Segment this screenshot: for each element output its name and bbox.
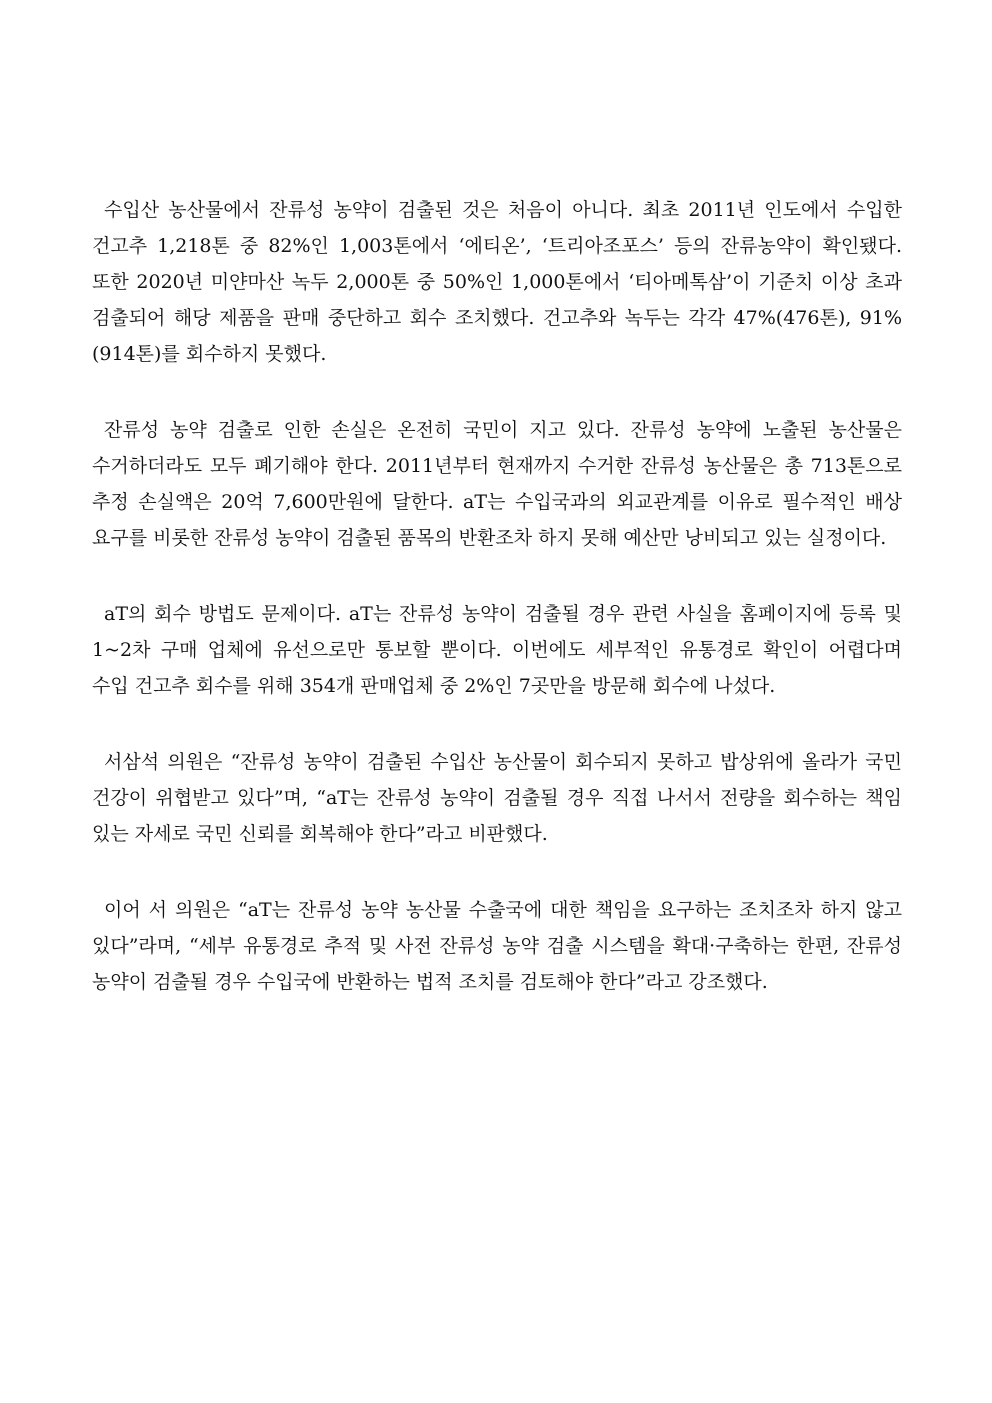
paragraph-3: aT의 회수 방법도 문제이다. aT는 잔류성 농약이 검출될 경우 관련 사실을 홈페이지에 등록 및 1~2차 구매 업체에 유선으로만 통보할 뿐이다. 이번에도 세부적인 유통경로 확인이 어렵다며 수입 건고추 회수를 위해 354개 판매업체 중 2%인 7곳만을 방문해 회수에 나섰다. [92,603,902,697]
paragraph-4: 서삼석 의원은 “잔류성 농약이 검출된 수입산 농산물이 회수되지 못하고 밥상위에 올라가 국민 건강이 위협받고 있다”며, “aT는 잔류성 농약이 검출될 경우 직접 나서서 전량을 회수하는 책임 있는 자세로 국민 신뢰를 회복해야 한다”라고 비판했다. [92,751,902,845]
paragraph-2: 잔류성 농약 검출로 인한 손실은 온전히 국민이 지고 있다. 잔류성 농약에 노출된 농산물은 수거하더라도 모두 폐기해야 한다. 2011년부터 현재까지 수거한 잔류성 농산물은 총 713톤으로 추정 손실액은 20억 7,600만원에 달한다. aT는 수입국과의 외교관계를 이유로 필수적인 배상 요구를 비롯한 잔류성 농약이 검출된 품목의 반환조차 하지 못해 예산만 낭비되고 있는 실정이다. [92,419,902,549]
paragraph-5: 이어 서 의원은 “aT는 잔류성 농약 농산물 수출국에 대한 책임을 요구하는 조치조차 하지 않고 있다”라며, “세부 유통경로 추적 및 사전 잔류성 농약 검출 시스템을 확대·구축하는 한편, 잔류성 농약이 검출될 경우 수입국에 반환하는 법적 조치를 검토해야 한다”라고 강조했다. [92,899,902,993]
article-body [92,192,902,1040]
paragraph-1: 수입산 농산물에서 잔류성 농약이 검출된 것은 처음이 아니다. 최초 2011년 인도에서 수입한 건고추 1,218톤 중 82%인 1,003톤에서 ‘에티온’, ‘트리아조포스’ 등의 잔류농약이 확인됐다. 또한 2020년 미얀마산 녹두 2,000톤 중 50%인 1,000톤에서 ‘티아메톡삼’이 기준치 이상 초과 검출되어 해당 제품을 판매 중단하고 회수 조치했다. 건고추와 녹두는 각각 47%(476톤), 91%(914톤)를 회수하지 못했다. [92,199,902,365]
